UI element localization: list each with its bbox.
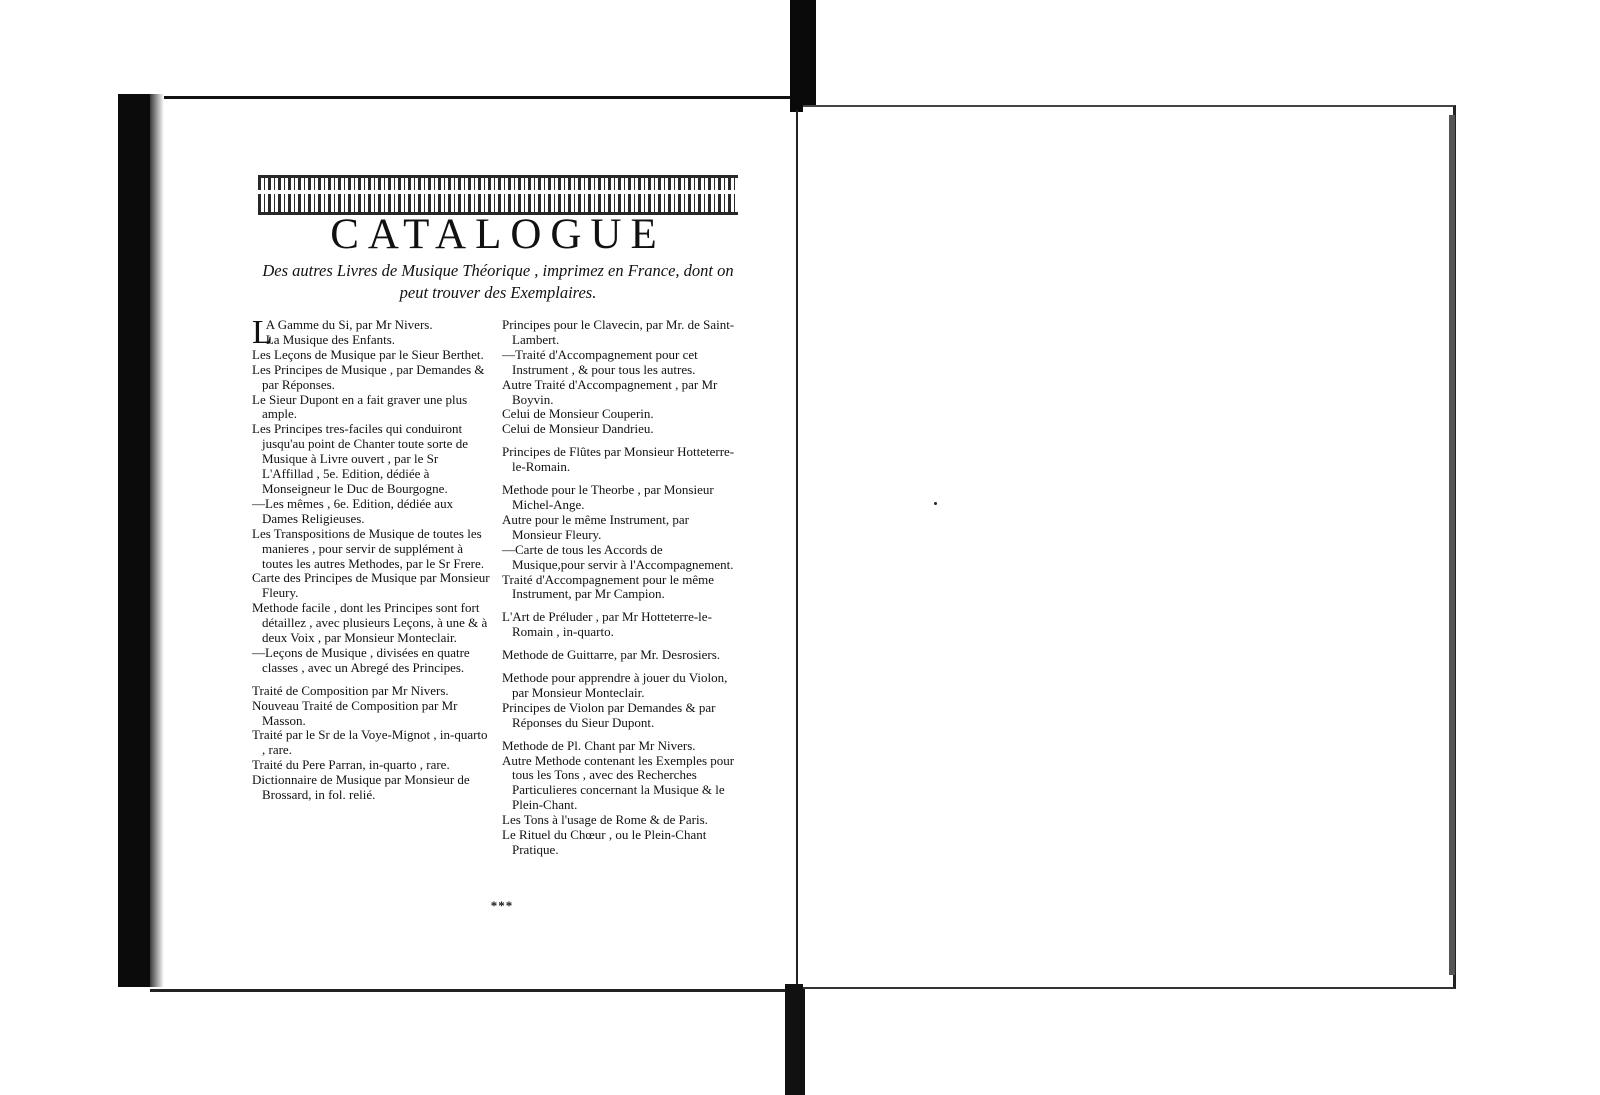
- catalogue-entry-text: Les Leçons de Musique par le Sieur Berthet.: [252, 346, 484, 362]
- catalogue-entry-text: Methode pour apprendre à jouer du Violon, par Monsieur Monteclair.: [502, 670, 728, 700]
- catalogue-entry-text: L'Art de Préluder , par Mr Hotteterre-le-Romain , in-quarto.: [502, 609, 712, 640]
- catalogue-entry-text: A Gamme du Si, par Mr Nivers.: [265, 317, 433, 332]
- catalogue-entry-text: Celui de Monsieur Couperin.: [502, 406, 654, 422]
- catalogue-entry: [502, 483, 738, 513]
- catalogue-entry-text: —Traité d'Accompagnement pour cet Instrument , & pour tous les autres.: [502, 346, 698, 377]
- catalogue-entry-text: Traité du Pere Parran, in-quarto , rare.: [252, 757, 450, 773]
- catalogue-entry: [252, 601, 492, 646]
- catalogue-entry: [252, 571, 492, 601]
- drop-cap: L: [252, 314, 273, 351]
- catalogue-entry-text: Autre pour le même Instrument, par Monsieur Fleury.: [502, 511, 689, 542]
- catalogue-entry: [502, 648, 738, 663]
- catalogue-entry-text: Les Transpositions de Musique de toutes les manieres , pour servir de supplément à toutes les autres Methodes, par le Sr Frere.: [252, 525, 485, 571]
- catalogue-entry: [252, 728, 492, 758]
- right-page-blank: [803, 105, 1456, 989]
- catalogue-entry-text: Principes de Violon par Demandes & par Réponses du Sieur Dupont.: [502, 699, 716, 730]
- catalogue-entry: [502, 407, 738, 422]
- catalogue-entry: [252, 333, 492, 348]
- catalogue-entry: [502, 318, 738, 348]
- catalogue-entry: [252, 773, 492, 803]
- catalogue-entry: [502, 422, 738, 437]
- catalogue-entry: [502, 348, 738, 378]
- right-page-edge: [1449, 115, 1455, 975]
- catalogue-entry: [252, 684, 492, 699]
- catalogue-entry-text: Traité de Composition par Mr Nivers.: [252, 682, 449, 698]
- left-edge-shadow: [150, 94, 164, 987]
- catalogue-entry-text: Autre Methode contenant les Exemples pour tous les Tons , avec des Recherches Particulieres concernant la Musique & le Plein-Chant.: [502, 752, 735, 813]
- catalogue-entry-text: Autre Traité d'Accompagnement , par Mr Boyvin.: [502, 376, 718, 407]
- catalogue-entry-text: Le Rituel du Chœur , ou le Plein-Chant Pratique.: [502, 827, 707, 857]
- catalogue-entry: [502, 828, 738, 858]
- catalogue-entry-text: —Les mêmes , 6e. Edition, dédiée aux Dames Religieuses.: [252, 495, 454, 526]
- spine-bottom: [785, 984, 805, 1095]
- catalogue-entry: [252, 393, 492, 423]
- catalogue-entry-text: Dictionnaire de Musique par Monsieur de Brossard, in fol. relié.: [252, 772, 470, 803]
- catalogue-entry: [502, 610, 738, 640]
- spine-top: [790, 0, 816, 112]
- left-book-edge: [118, 94, 154, 987]
- catalogue-entry-text: —Leçons de Musique , divisées en quatre classes , avec un Abregé des Principes.: [252, 644, 470, 675]
- catalogue-entry: [502, 378, 738, 408]
- catalogue-entry-text: Methode facile , dont les Principes sont fort détaillez , avec plusieurs Leçons, à une & à deux Voix , par Monsieur Monteclair.: [252, 600, 488, 646]
- catalogue-entry: [502, 754, 738, 814]
- catalogue-entry-text: Traité d'Accompagnement pour le même Instrument, par Mr Campion.: [502, 571, 714, 602]
- catalogue-entry-text: Nouveau Traité de Composition par Mr Masson.: [252, 697, 458, 728]
- catalogue-entry: [252, 646, 492, 676]
- catalogue-entry-text: Les Principes tres-faciles qui conduiront jusqu'au point de Chanter toute sorte de Musique à Livre ouvert , par le Sr L'Affillad , 5e. Edition, dédiée à Monseigneur le Duc de Bourgogne.: [252, 421, 468, 496]
- catalogue-entry-text: Methode de Pl. Chant par Mr Nivers.: [502, 737, 696, 753]
- catalogue-entry: [502, 445, 738, 475]
- header-ornament: [258, 175, 738, 215]
- catalogue-entry-text: Methode de Guittarre, par Mr. Desrosiers.: [502, 647, 721, 663]
- catalogue-entry-text: Principes pour le Clavecin, par Mr. de Saint-Lambert.: [502, 317, 735, 347]
- catalogue-entry-text: Le Sieur Dupont en a fait graver une plus ample.: [252, 391, 468, 422]
- catalogue-subtitle: Des autres Livres de Musique Théorique , imprimez en France, dont on peut trouver des Exemplaires.: [262, 261, 734, 302]
- spine-gutter: [796, 110, 798, 990]
- right-column: [502, 318, 738, 858]
- catalogue-entry: [502, 739, 738, 754]
- catalogue-entry: [502, 671, 738, 701]
- catalogue-entry: [252, 527, 492, 572]
- ornament-divider: [258, 190, 738, 194]
- catalogue-entry: [502, 573, 738, 603]
- catalogue-entry: [502, 513, 738, 543]
- catalogue-entry-text: Methode pour le Theorbe , par Monsieur Michel-Ange.: [502, 482, 714, 512]
- catalogue-entry: [252, 422, 492, 497]
- catalogue-entry-text: Les Principes de Musique , par Demandes & par Réponses.: [252, 361, 485, 392]
- catalogue-entry-text: —Carte de tous les Accords de Musique,pour servir à l'Accompagnement.: [502, 541, 734, 572]
- catalogue-entry: [252, 699, 492, 729]
- catalogue-entry-text: Traité par le Sr de la Voye-Mignot , in-quarto , rare.: [252, 727, 488, 758]
- catalogue-entry: [252, 497, 492, 527]
- catalogue-entry-text: Carte des Principes de Musique par Monsieur Fleury.: [252, 570, 490, 601]
- catalogue-title: CATALOGUE: [330, 211, 666, 258]
- catalogue-entry: [502, 543, 738, 573]
- paper-speck: [934, 502, 937, 505]
- catalogue-entry-text: Celui de Monsieur Dandrieu.: [502, 421, 654, 437]
- catalogue-entry: [252, 758, 492, 773]
- catalogue-entry: [502, 813, 738, 828]
- catalogue-entry-text: Principes de Flûtes par Monsieur Hotteterre-le-Romain.: [502, 444, 735, 475]
- footer-ornament: ***: [490, 898, 514, 913]
- catalogue-entry: [252, 348, 492, 363]
- left-column: [252, 314, 492, 803]
- catalogue-entry: [502, 701, 738, 731]
- catalogue-entry: [252, 363, 492, 393]
- catalogue-entry-text: Les Tons à l'usage de Rome & de Paris.: [502, 812, 708, 828]
- catalogue-entry-text: La Musique des Enfants.: [265, 331, 396, 347]
